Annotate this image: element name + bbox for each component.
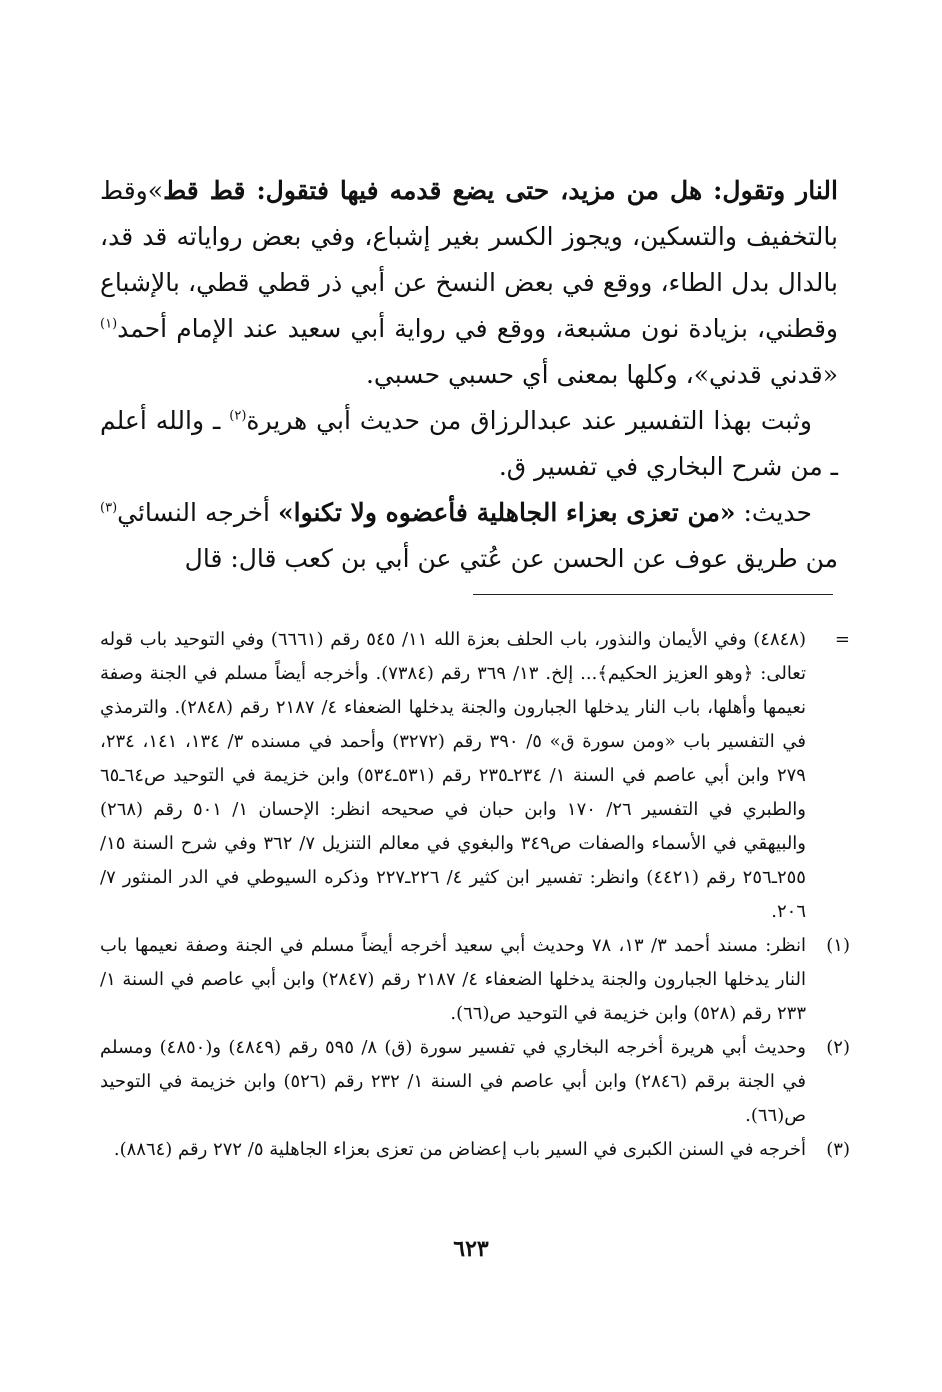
footnote-2-marker: (٢) [826, 1037, 850, 1058]
footnote-ref-2: (٢) [229, 408, 247, 424]
paragraph-1 [100, 168, 838, 398]
paragraph-2 [100, 398, 838, 490]
footnote-ref-1: (١) [100, 316, 118, 332]
footnote-ref-3: (٣) [100, 500, 118, 516]
paragraph-1-body: »وقط بالتخفيف والتسكين، ويجوز الكسر بغير إشباع، وفي بعض رواياته قد قد، بالدال بدل الطاء، ووقع في بعض النسخ عن أبي ذر قطي قطي، بالإشباع وقطني، بزيادة نون مشبعة، ووقع في رواية أبي سعيد عند الإمام أحمد [100, 176, 838, 343]
paragraph-3-lead: حديث: [735, 498, 812, 527]
footnotes [100, 623, 850, 1167]
footnote-3-marker: (٣) [826, 1139, 850, 1160]
hadith-title: «من تعزى بعزاء الجاهلية فأعضوه ولا تكنوا» [278, 498, 736, 527]
main-text [100, 168, 838, 582]
paragraph-2-end: ـ والله أعلم ـ من شرح البخاري في تفسير ق. [100, 406, 838, 481]
footnote-3-text: أخرجه في السنن الكبرى في السير باب إعضاض من تعزى بعزاء الجاهلية ٥/ ٢٧٢ رقم (٨٨٦٤). [113, 1139, 806, 1160]
page-number: ٦٢٣ [453, 1236, 489, 1262]
paragraph-3-body: أخرجه النسائي [117, 498, 279, 527]
paragraph-1-end: «قدني قدني»، وكلها بمعنى أي حسبي حسبي. [365, 360, 838, 389]
footnote-2 [100, 1031, 850, 1133]
footnote-1 [100, 929, 850, 1031]
footnote-1-text: انظر: مسند أحمد ٣/ ١٣، ٧٨ وحديث أبي سعيد أخرجه أيضاً مسلم في الجنة وصفة نعيمها باب النار يدخلها الجبارون والجنة يدخلها الضعفاء ٤/ ٢١٨٧ رقم (٢٨٤٧) وابن أبي عاصم في السنة ١/ ٢٣٣ رقم (٥٢٨) وابن خزيمة في التوحيد ص(٦٦). [100, 935, 806, 1024]
footnote-continued-text: (٤٨٤٨) وفي الأيمان والنذور، باب الحلف بعزة الله ١١/ ٥٤٥ رقم (٦٦٦١) وفي التوحيد باب قوله تعالى: ﴿وهو العزيز الحكيم﴾... إلخ. ١٣/ ٣٦٩ رقم (٧٣٨٤). وأخرجه أيضاً مسلم في الجنة وصفة نعيمها وأهلها، باب النار يدخلها الجبارون والجنة يدخلها الضعفاء ٤/ ٢١٨٧ رقم (٢٨٤٨). والترمذي في التفسير باب «ومن سورة ق» ٥/ ٣٩٠ رقم (٣٢٧٢) وأحمد في مسنده ٣/ ١٣٤، ١٤١، ٢٣٤، ٢٧٩ وابن أبي عاصم في السنة ١/ ٢٣٤ـ٢٣٥ رقم (٥٣١ـ٥٣٤) وابن خزيمة في التوحيد ص٦٤ـ٦٥ والطبري في التفسير ٢٦/ ١٧٠ وابن حبان في صحيحه انظر: الإحسان ١/ ٥٠١ رقم (٢٦٨) والبيهقي في الأسماء والصفات ص٣٤٩ والبغوي في معالم التنزيل ٧/ ٣٦٢ وفي شرح السنة ١٥/ ٢٥٥ـ٢٥٦ رقم (٤٤٢١) وانظر: تفسير ابن كثير ٤/ ٢٢٦ـ٢٢٧ وذكره السيوطي في الدر المنثور ٧/ ٢٠٦. [100, 629, 807, 922]
footnote-continued-marker: = [834, 629, 850, 650]
footnote-1-marker: (١) [826, 935, 850, 956]
paragraph-3 [100, 490, 838, 582]
hadith-quote: هل من مزيد، حتى يضع قدمه فيها فتقول: قط قط [163, 176, 703, 205]
footnote-2-text: وحديث أبي هريرة أخرجه البخاري في تفسير سورة (ق) ٨/ ٥٩٥ رقم (٤٨٤٩) و(٤٨٥٠) ومسلم في الجنة برقم (٢٨٤٦) وابن أبي عاصم في السنة ١/ ٢٣٢ رقم (٥٢٦) وابن خزيمة في التوحيد ص(٦٦). [100, 1037, 806, 1126]
footnote-separator [473, 594, 833, 595]
footnote-3 [100, 1133, 850, 1167]
footnote-continued [100, 623, 850, 929]
paragraph-1-lead: النار وتقول: [702, 176, 838, 205]
paragraph-3-end: من طريق عوف عن الحسن عن عُتي عن أبي بن كعب قال: قال [184, 544, 838, 573]
paragraph-2-body: وثبت بهذا التفسير عند عبدالرزاق من حديث أبي هريرة [246, 406, 812, 435]
